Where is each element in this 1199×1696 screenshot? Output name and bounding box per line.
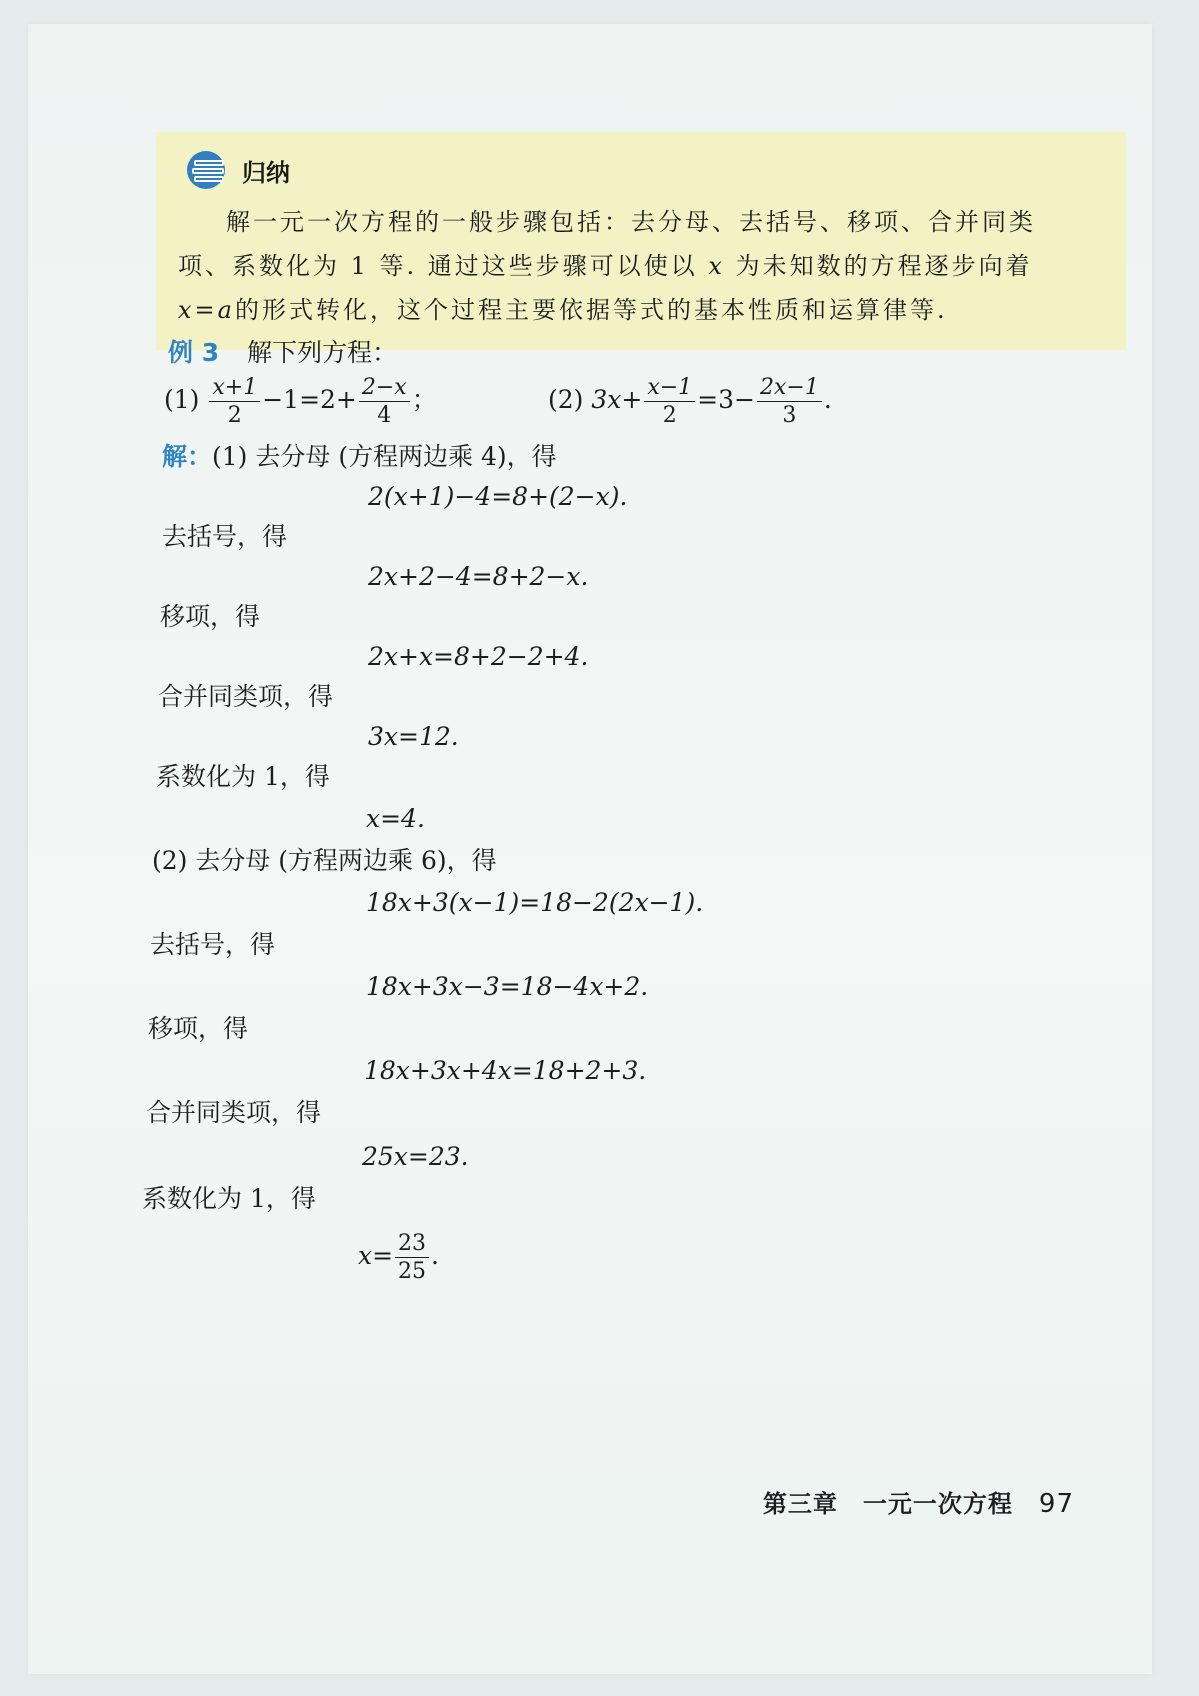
equation: x=4. bbox=[366, 804, 425, 833]
example-prompt: 解下列方程： bbox=[247, 338, 398, 367]
equation: 2x+2−4=8+2−x. bbox=[368, 562, 589, 591]
problem-1-tag: (1) bbox=[164, 385, 200, 415]
step-label: 系数化为 1，得 bbox=[142, 1184, 316, 1213]
frac-denominator: 2 bbox=[227, 403, 242, 429]
final-end: . bbox=[431, 1241, 439, 1271]
step-label: 系数化为 1，得 bbox=[156, 762, 330, 791]
frac-numerator: x−1 bbox=[644, 376, 695, 402]
frac-numerator: 2−x bbox=[359, 376, 410, 402]
step-label: 去括号，得 bbox=[162, 522, 288, 551]
summary-title: 归纳 bbox=[242, 158, 290, 187]
step-label: 合并同类项，得 bbox=[146, 1098, 322, 1127]
problem-2-frac-2 bbox=[757, 376, 822, 427]
summary-line-2-a: 项、系数化为 1 等. 通过这些步骤可以使以 bbox=[178, 252, 709, 280]
equation: 18x+3x−3=18−4x+2. bbox=[366, 972, 649, 1001]
summary-line-3-b: 的形式转化，这个过程主要依据等式的基本性质和运算律等. bbox=[234, 296, 948, 324]
equation: 18x+3x+4x=18+2+3. bbox=[364, 1056, 647, 1085]
step-label: 移项，得 bbox=[148, 1014, 249, 1043]
equation: 25x=23. bbox=[362, 1142, 469, 1171]
problem-1-end: ； bbox=[411, 385, 437, 415]
page-footer bbox=[763, 1484, 1074, 1519]
equation: 18x+3(x−1)=18−2(2x−1). bbox=[366, 888, 704, 917]
page-number: 97 bbox=[1038, 1489, 1074, 1519]
problem-2-mid: =3− bbox=[697, 385, 755, 415]
example-heading bbox=[168, 340, 397, 365]
solution-label: 解： bbox=[162, 442, 213, 471]
problem-2-end: . bbox=[823, 385, 832, 415]
frac-denominator: 4 bbox=[377, 403, 392, 429]
summary-text bbox=[178, 200, 1108, 332]
frac-denominator: 2 bbox=[662, 403, 677, 429]
books-icon bbox=[186, 150, 232, 190]
equation: 2x+x=8+2−2+4. bbox=[368, 642, 589, 671]
step-label: 移项，得 bbox=[160, 602, 261, 631]
problem-1-mid: −1=2+ bbox=[262, 385, 357, 415]
solution-part-2-intro: (2) 去分母 (方程两边乘 6)，得 bbox=[152, 846, 497, 875]
equation: 3x=12. bbox=[368, 722, 459, 751]
summary-eq-xa: x=a bbox=[178, 296, 235, 324]
summary-line-1: 解一元一次方程的一般步骤包括：去分母、去括号、移项、合并同类 bbox=[226, 208, 1036, 236]
frac-numerator: 2x−1 bbox=[757, 376, 822, 402]
summary-line-2-b: 为未知数的方程逐步向着 bbox=[724, 252, 1033, 280]
equation: 2(x+1)−4=8+(2−x). bbox=[368, 482, 628, 511]
chapter-title: 第三章 一元一次方程 bbox=[762, 1490, 1013, 1518]
summary-box bbox=[156, 132, 1126, 350]
summary-var-x: x bbox=[708, 252, 725, 280]
part-1-intro-text: (1) 去分母 (方程两边乘 4)，得 bbox=[212, 442, 557, 471]
problem-1 bbox=[164, 376, 437, 427]
problem-1-frac-2 bbox=[359, 376, 410, 427]
frac-denominator: 3 bbox=[782, 403, 797, 429]
summary-line-2 bbox=[178, 244, 1108, 288]
frac-denominator: 25 bbox=[398, 1259, 427, 1285]
textbook-page bbox=[28, 24, 1152, 1674]
problem-2-tag: (2) bbox=[548, 385, 584, 415]
final-frac bbox=[395, 1232, 429, 1283]
frac-numerator: 23 bbox=[395, 1232, 429, 1258]
problem-1-frac-1 bbox=[209, 376, 260, 427]
problem-2-frac-1 bbox=[644, 376, 695, 427]
summary-line-3 bbox=[178, 288, 1108, 332]
frac-numerator: x+1 bbox=[209, 376, 260, 402]
step-label: 去括号，得 bbox=[150, 930, 276, 959]
summary-header bbox=[186, 148, 290, 192]
problem-2 bbox=[548, 376, 832, 427]
problem-2-lead: 3x+ bbox=[591, 385, 643, 415]
equation-final bbox=[358, 1232, 439, 1283]
final-lead: x= bbox=[358, 1241, 394, 1271]
step-label: 合并同类项，得 bbox=[158, 682, 334, 711]
solution-part-1-intro bbox=[162, 444, 557, 469]
example-label: 例 3 bbox=[168, 338, 220, 367]
